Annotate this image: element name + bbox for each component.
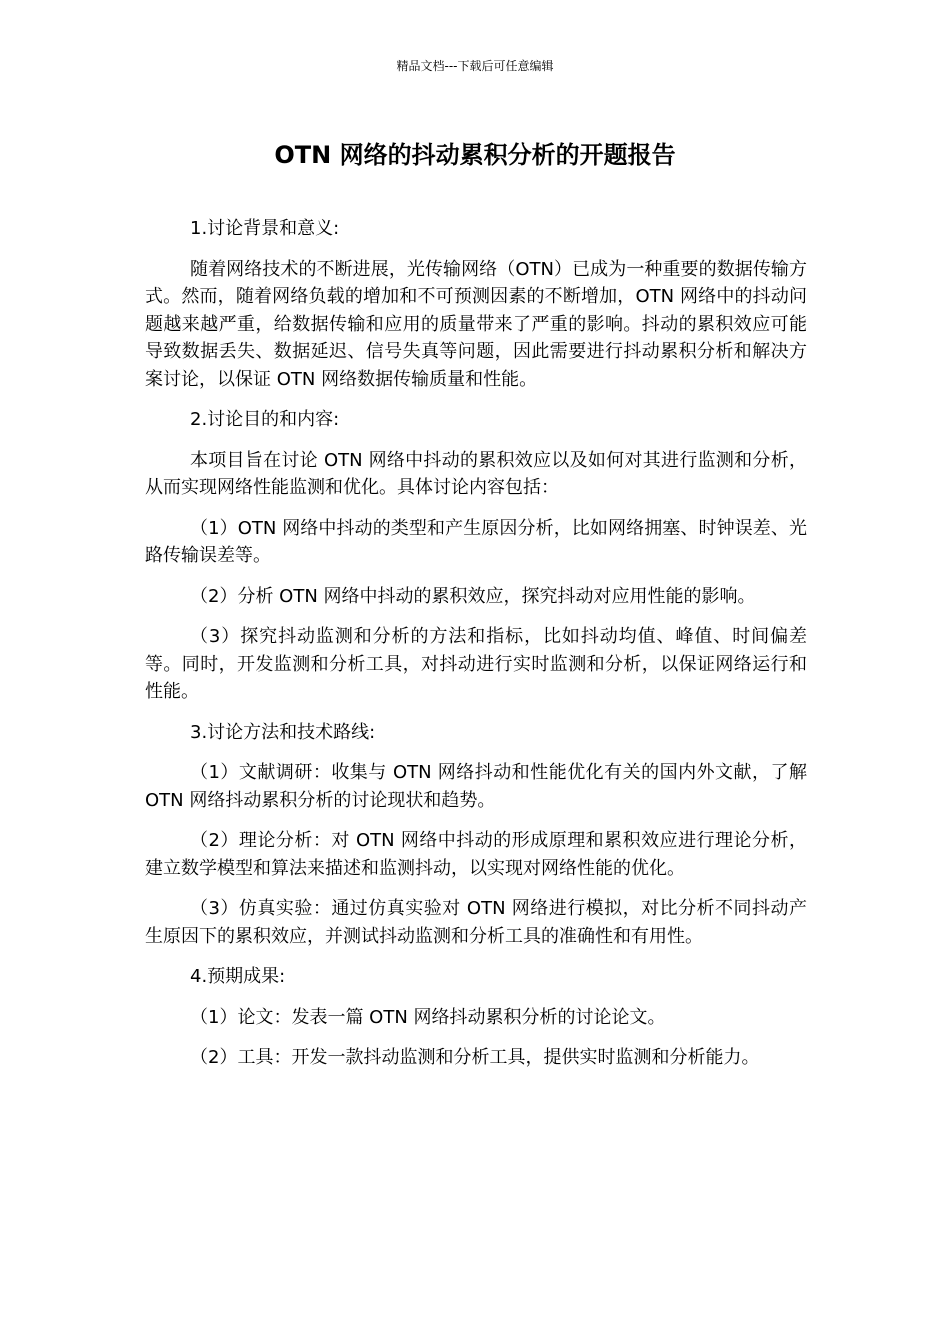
objective-item-1: （1）OTN 网络中抖动的类型和产生原因分析，比如网络拥塞、时钟误差、光路传输误差等。 — [145, 517, 807, 566]
section-heading-methods: 3.讨论方法和技术路线: — [190, 721, 376, 743]
outcome-item-1: （1）论文：发表一篇 OTN 网络抖动累积分析的讨论论文。 — [190, 1006, 666, 1028]
document-body — [145, 215, 807, 1085]
method-item-3: （3）仿真实验：通过仿真实验对 OTN 网络进行模拟，对比分析不同抖动产生原因下的累积效应，并测试抖动监测和分析工具的准确性和有用性。 — [145, 898, 807, 947]
section-heading-outcomes: 4.预期成果: — [190, 966, 286, 987]
section-heading-background: 1.讨论背景和意义: — [190, 218, 340, 239]
method-item-2: （2）理论分析：对 OTN 网络中抖动的形成原理和累积效应进行理论分析，建立数学模型和算法来描述和监测抖动，以实现对网络性能的优化。 — [145, 830, 807, 879]
document-title: OTN 网络的抖动累积分析的开题报告 — [274, 141, 676, 169]
method-item-1: （1）文献调研：收集与 OTN 网络抖动和性能优化有关的国内外文献，了解 OTN 网络抖动累积分析的讨论现状和趋势。 — [145, 762, 807, 811]
outcome-item-2: （2）工具：开发一款抖动监测和分析工具，提供实时监测和分析能力。 — [190, 1047, 760, 1068]
objective-item-2: （2）分析 OTN 网络中抖动的累积效应，探究抖动对应用性能的影响。 — [190, 585, 756, 607]
section-heading-objectives: 2.讨论目的和内容: — [190, 409, 340, 430]
background-paragraph: 随着网络技术的不断进展，光传输网络（OTN）已成为一种重要的数据传输方式。然而，随着网络负载的增加和不可预测因素的不断增加，OTN 网络中的抖动问题越来越严重，给数据传输和应用的质量带来了严重的影响。抖动的累积效应可能导致数据丢失、数据延迟、信号失真等问题，因此需要进行抖动累积分析和解决方案讨论，以保证 OTN 网络数据传输质量和性能。 — [145, 258, 807, 390]
page-header-note: 精品文档---下载后可任意编辑 — [396, 59, 554, 73]
objective-item-3: （3）探究抖动监测和分析的方法和指标，比如抖动均值、峰值、时间偏差等。同时，开发监测和分析工具，对抖动进行实时监测和分析，以保证网络运行和性能。 — [145, 626, 807, 702]
objectives-paragraph: 本项目旨在讨论 OTN 网络中抖动的累积效应以及如何对其进行监测和分析，从而实现网络性能监测和优化。具体讨论内容包括： — [145, 449, 807, 498]
